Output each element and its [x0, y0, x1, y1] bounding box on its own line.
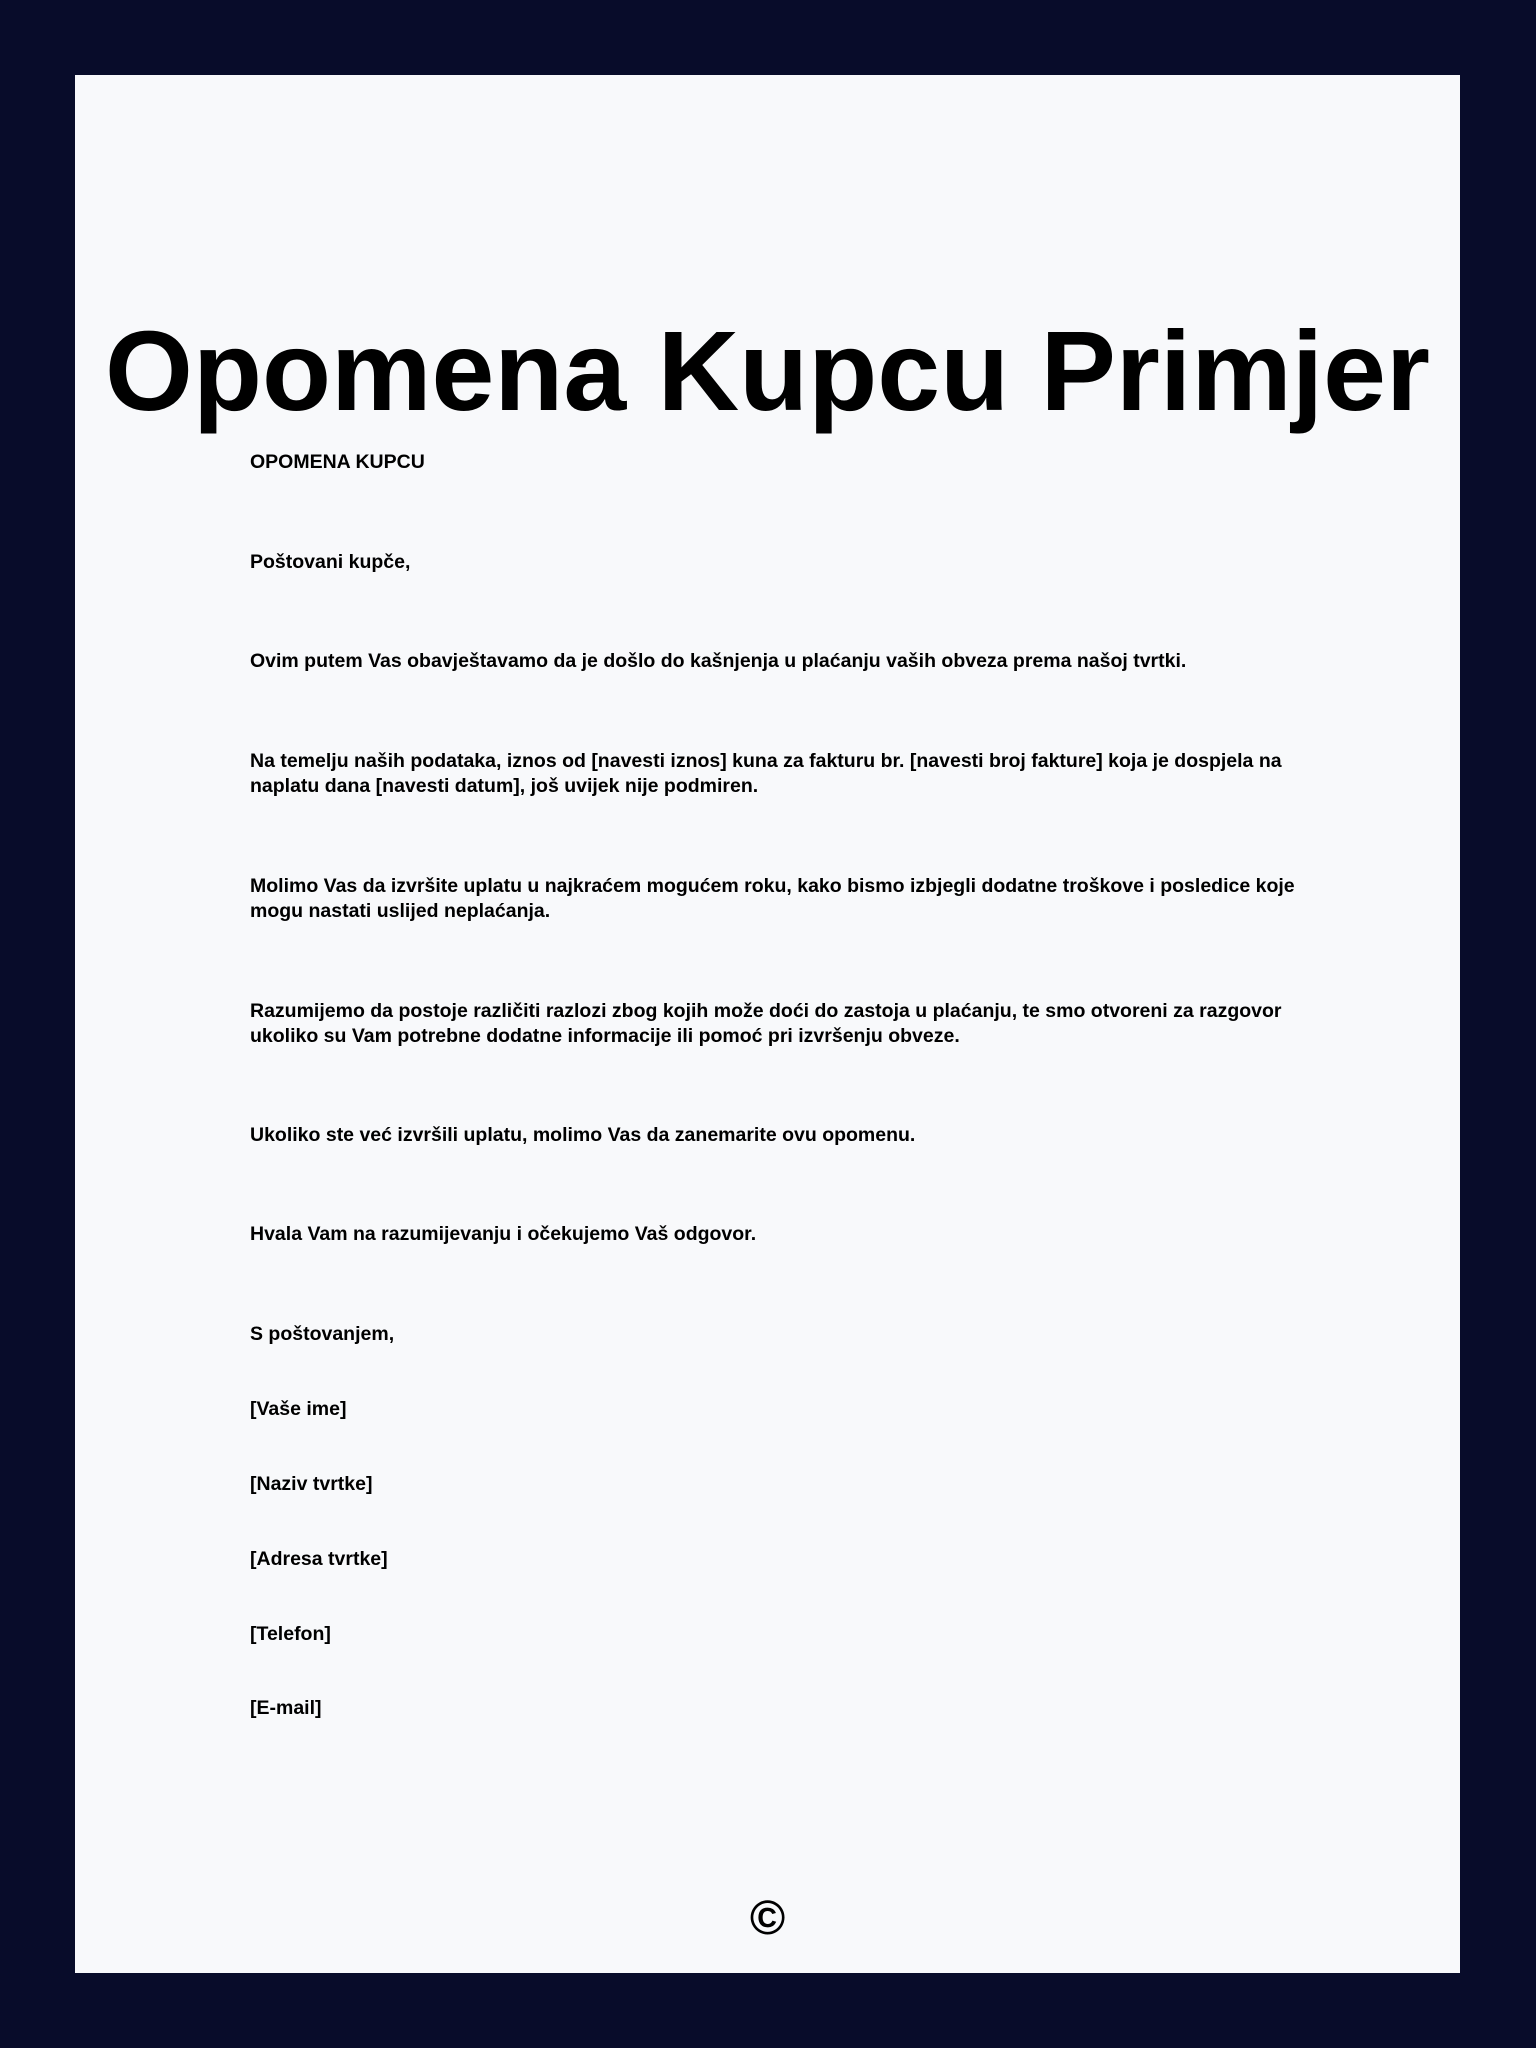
letter-greeting: Poštovani kupče, — [250, 551, 411, 573]
letter-paragraph: Na temelju naših podataka, iznos od [navesti iznos] kuna za fakturu br. [navesti broj fakture] koja je dospjela na naplatu dana [navesti datum], još uvijek nije podmiren. — [250, 750, 1282, 797]
signature-company: [Naziv tvrtke] — [250, 1473, 373, 1495]
letter-paragraph: Ovim putem Vas obavještavamo da je došlo do kašnjenja u plaćanju vaših obveza prema našoj tvrtki. — [250, 650, 1187, 672]
signature-address: [Adresa tvrtke] — [250, 1548, 388, 1570]
signature-email: [E-mail] — [250, 1697, 322, 1719]
copyright-icon: © — [749, 1892, 786, 1945]
letter-paragraph: Hvala Vam na razumijevanju i očekujemo Vaš odgovor. — [250, 1223, 757, 1245]
letter-paragraph: Razumijemo da postoje različiti razlozi zbog kojih može doći do zastoja u plaćanju, te smo otvoreni za razgovor ukoliko su Vam potrebne dodatne informacije ili pomoć pri izvršenju obveze. — [250, 1000, 1282, 1047]
letter-paragraph: Ukoliko ste već izvršili uplatu, molimo Vas da zanemarite ovu opomenu. — [250, 1124, 916, 1146]
document-sheet — [75, 75, 1460, 1973]
signature-name: [Vaše ime] — [250, 1398, 347, 1420]
page-title: Opomena Kupcu Primjer — [105, 308, 1430, 434]
letter-heading: OPOMENA KUPCU — [250, 451, 425, 473]
signature-phone: [Telefon] — [250, 1623, 331, 1645]
letter-closing: S poštovanjem, — [250, 1323, 395, 1345]
letter-paragraph: Molimo Vas da izvršite uplatu u najkraćem mogućem roku, kako bismo izbjegli dodatne troškove i posledice koje mogu nastati uslijed neplaćanja. — [250, 875, 1295, 922]
